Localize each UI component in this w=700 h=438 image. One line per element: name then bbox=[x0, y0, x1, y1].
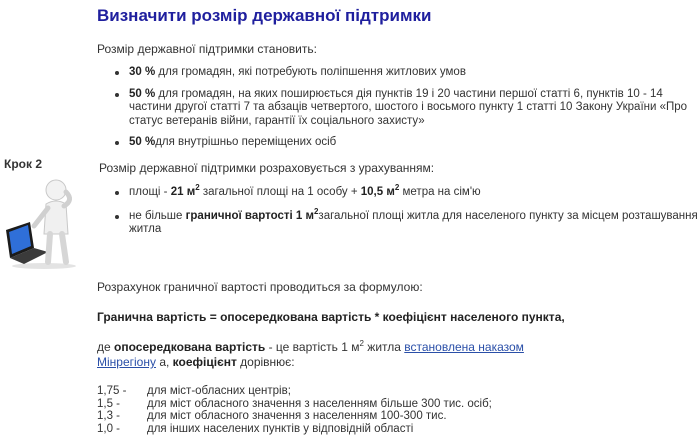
superscript: 2 bbox=[313, 206, 319, 216]
formula-text: Гранична вартість = опосередкована вартість * коефіцієнт населеного пункта, bbox=[97, 310, 565, 324]
rate-value: 50 % bbox=[129, 87, 156, 100]
page-title: Визначити розмір державної підтримки bbox=[97, 6, 432, 25]
coefficient-term: коефіцієнт bbox=[172, 355, 237, 369]
def-term: опосередкована вартість bbox=[114, 340, 266, 354]
intro-text: Розмір державної підтримки становить: bbox=[97, 42, 317, 56]
thinking-man-laptop-illustration bbox=[4, 178, 84, 270]
list-item bbox=[113, 66, 698, 80]
rate-value: 30 % bbox=[129, 66, 156, 78]
rate-description: для громадян, на яких поширюється дія пунктів 19 і 20 частини першої статті 6, пунктів 10 - 14 частини другої статті 7 та абзаців четвертого, шостого і восьмого пункту 1 статті 10 Закону України «Про статус ветеранів війни, гарантії їх соціального захисту» bbox=[129, 87, 688, 127]
coefficient-row bbox=[97, 410, 492, 423]
coefficient-value: 1,0 - bbox=[97, 422, 121, 435]
list-item bbox=[113, 206, 698, 237]
def-text: - це вартість 1 м bbox=[265, 340, 360, 354]
coefficient-row bbox=[97, 385, 492, 398]
limit-cost: граничної вартості 1 м bbox=[185, 209, 314, 222]
factor-text: не більше bbox=[129, 209, 186, 222]
definition-text bbox=[97, 340, 687, 370]
formula-intro-text: Розрахунок граничної вартості проводиться за формулою: bbox=[97, 280, 423, 294]
coefficient-description: для міст-обласних центрів; bbox=[147, 385, 291, 397]
list-item bbox=[113, 88, 698, 129]
def-text: а, bbox=[155, 355, 173, 369]
factor-text: метра на сім'ю bbox=[399, 186, 481, 198]
factor-text: загальної площі житла для населеного пункту за місцем розташування житла bbox=[129, 209, 698, 235]
coefficient-description: для міст обласного значення з населенням більше 300 тис. осіб; bbox=[147, 397, 492, 410]
coefficient-row bbox=[97, 398, 492, 411]
def-text: житла bbox=[363, 340, 405, 354]
def-text: дорівнює: bbox=[236, 355, 295, 369]
def-prefix: де bbox=[97, 340, 115, 354]
coefficient-description: для інших населених пунктів у відповідній області bbox=[147, 422, 414, 435]
superscript: 2 bbox=[394, 183, 400, 193]
coefficient-value: 1,75 - bbox=[97, 385, 127, 397]
factor-text: загальної площі на 1 особу + bbox=[199, 186, 361, 198]
ministry-order-link[interactable]: встановлена наказом bbox=[404, 340, 524, 354]
coefficient-value: 1,3 - bbox=[97, 410, 121, 422]
area-per-person: 21 м bbox=[170, 186, 196, 198]
factor-text: площі - bbox=[129, 186, 171, 198]
calc-factors-list bbox=[113, 183, 698, 237]
coefficient-row bbox=[97, 423, 492, 436]
calc-intro-text: Розмір державної підтримки розраховується з урахуванням: bbox=[99, 161, 435, 175]
list-item bbox=[113, 136, 698, 150]
coefficient-value: 1,5 - bbox=[97, 397, 121, 410]
rate-description: для внутрішньо переміщених осіб bbox=[155, 136, 337, 148]
rate-description: для громадян, які потребують поліпшення житлових умов bbox=[155, 66, 466, 78]
coefficient-description: для міст обласного значення з населенням 100-300 тис. bbox=[147, 410, 447, 422]
step-label: Крок 2 bbox=[4, 157, 42, 171]
support-rates-list bbox=[113, 66, 698, 150]
area-per-family: 10,5 м bbox=[360, 186, 395, 198]
rate-value: 50 % bbox=[129, 136, 156, 148]
superscript: 2 bbox=[359, 339, 364, 348]
ministry-link[interactable]: Мінрегіону bbox=[97, 355, 156, 369]
superscript: 2 bbox=[195, 183, 200, 193]
list-item bbox=[113, 183, 698, 200]
coefficients-list bbox=[97, 385, 492, 435]
